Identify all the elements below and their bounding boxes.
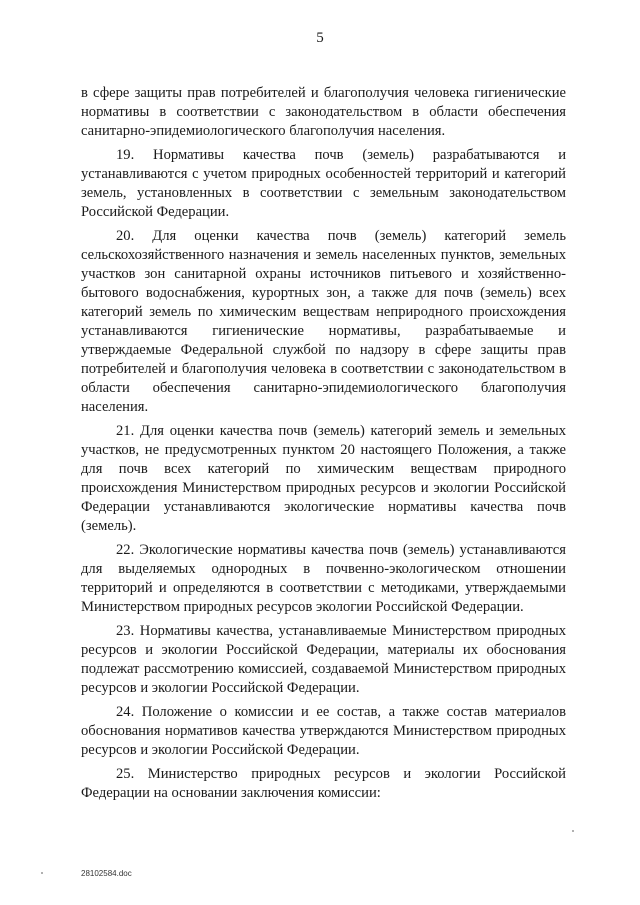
paragraph-25: 25. Министерство природных ресурсов и экологии Российской Федерации на основании заключения комиссии:: [81, 766, 566, 801]
scan-speck: [572, 830, 574, 832]
document-body: [81, 84, 566, 808]
paragraph-22: 22. Экологические нормативы качества почв (земель) устанавливаются для выделяемых однородных в почвенно-экологическом отношении территорий и определяются в соответствии с методиками, утверждаемыми Министерством природных ресурсов экологии Российской Федерации.: [81, 542, 566, 615]
file-name-footer: 28102584.doc: [81, 869, 132, 878]
paragraph-21: 21. Для оценки качества почв (земель) категорий земель и земельных участков, не предусмотренных пунктом 20 настоящего Положения, а также для почв всех категорий по химическим веществам природного происхождения Министерством природных ресурсов и экологии Российской Федерации устанавливаются экологические нормативы качества почв (земель).: [81, 423, 566, 534]
paragraph-24: 24. Положение о комиссии и ее состав, а также состав материалов обоснования нормативов качества утверждаются Министерством природных ресурсов и экологии Российской Федерации.: [81, 704, 566, 758]
paragraph-20: 20. Для оценки качества почв (земель) категорий земель сельскохозяйственного назначения и земель населенных пунктов, земельных участков зон санитарной охраны источников питьевого и хозяйственно-бытового водоснабжения, курортных зон, а также для почв (земель) всех категорий земель по химическим веществам неприродного происхождения устанавливаются гигиенические нормативы, разрабатываемые и утверждаемые Федеральной службой по надзору в сфере защиты прав потребителей и благополучия человека в соответствии с законодательством в области обеспечения санитарно-эпидемиологического благополучия населения.: [81, 228, 566, 415]
page-number: 5: [316, 30, 324, 46]
paragraph-19: 19. Нормативы качества почв (земель) разрабатываются и устанавливаются с учетом природных особенностей территорий и категорий земель, установленных в соответствии с земельным законодательством Российской Федерации.: [81, 147, 566, 220]
paragraph-23: 23. Нормативы качества, устанавливаемые Министерством природных ресурсов и экологии Российской Федерации, материалы их обоснования подлежат рассмотрению комиссией, создаваемой Министерством природных ресурсов и экологии Российской Федерации.: [81, 623, 566, 696]
scan-speck: [41, 872, 43, 874]
paragraph-continuation: в сфере защиты прав потребителей и благополучия человека гигиенические нормативы в соответствии с законодательством в области обеспечения санитарно-эпидемиологического благополучия населения.: [81, 85, 566, 139]
